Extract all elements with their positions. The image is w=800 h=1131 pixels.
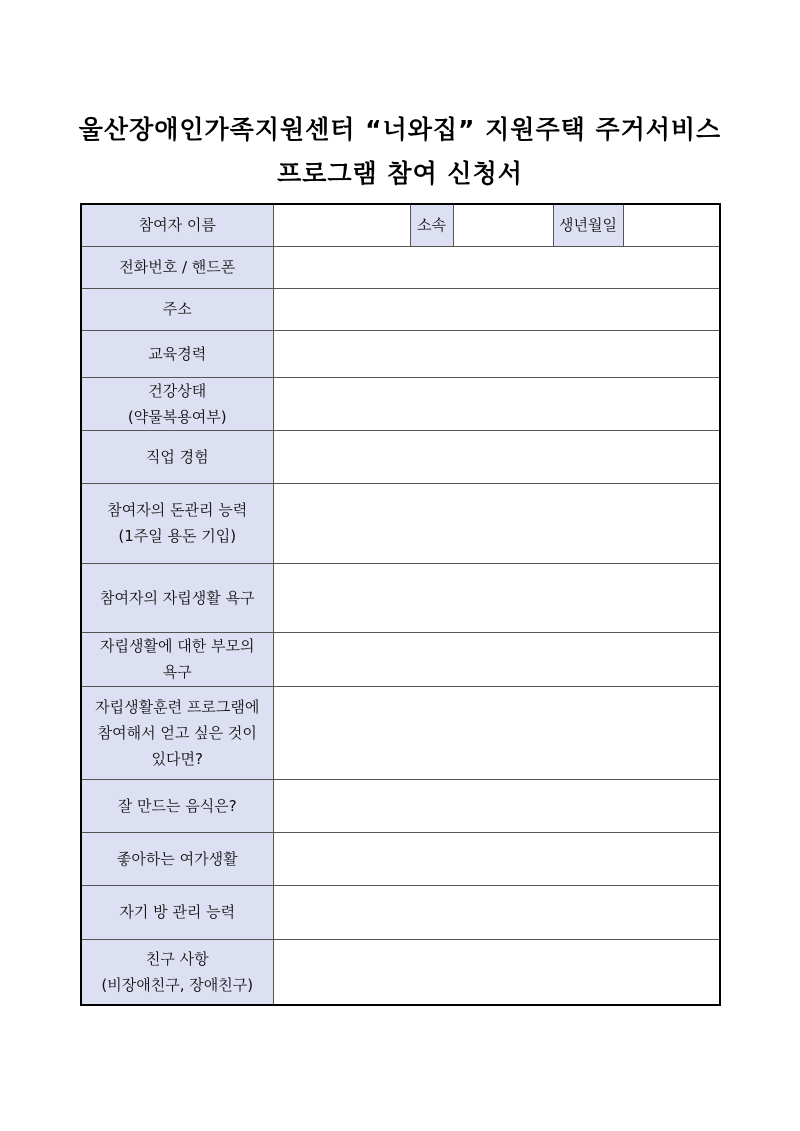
friends-label (81, 939, 273, 1005)
money-management-label (81, 483, 273, 563)
table-row (81, 288, 720, 330)
table-row (81, 483, 720, 563)
label-line: 참여자의 자립생활 욕구 (100, 588, 255, 607)
participant-name-label: 참여자 이름 (81, 204, 273, 246)
phone-label (81, 246, 273, 288)
table-row (81, 330, 720, 377)
parent-need-field[interactable] (273, 632, 720, 686)
program-expectation-label (81, 686, 273, 779)
education-label (81, 330, 273, 377)
cooking-label (81, 779, 273, 832)
work-experience-field[interactable] (273, 430, 720, 483)
program-expectation-field[interactable] (273, 686, 720, 779)
health-status-label (81, 377, 273, 430)
label-line: (1주일 용돈 기입) (118, 527, 237, 545)
cooking-field[interactable] (273, 779, 720, 832)
table-row (81, 377, 720, 430)
birthdate-label: 생년월일 (553, 204, 623, 246)
education-field[interactable] (273, 330, 720, 377)
address-field[interactable] (273, 288, 720, 330)
label-line: 욕구 (162, 663, 192, 681)
table-row (81, 686, 720, 779)
parent-need-label (81, 632, 273, 686)
form-title-line1: 울산장애인가족지원센터 “너와집” 지원주택 주거서비스 (78, 115, 722, 144)
birthdate-field[interactable] (623, 204, 720, 246)
label-line: 전화번호 / 핸드폰 (119, 258, 236, 276)
label-line: 자기 방 관리 능력 (119, 903, 236, 921)
label-line: (약물복용여부) (127, 407, 227, 426)
table-row (81, 563, 720, 632)
room-management-label (81, 885, 273, 939)
work-experience-label (81, 430, 273, 483)
table-row (81, 632, 720, 686)
friends-field[interactable] (273, 939, 720, 1005)
independent-living-need-label (81, 563, 273, 632)
money-management-field[interactable] (273, 483, 720, 563)
table-row (81, 779, 720, 832)
leisure-field[interactable] (273, 832, 720, 885)
address-label (81, 288, 273, 330)
label-line: 좋아하는 여가생활 (116, 849, 238, 868)
label-line: (비장애친구, 장애친구) (101, 975, 254, 994)
label-line: 친구 사항 (145, 949, 209, 968)
label-line: 교육경력 (148, 344, 207, 363)
affiliation-field[interactable] (453, 204, 553, 246)
label-line: 건강상태 (148, 381, 207, 400)
health-status-field[interactable] (273, 377, 720, 430)
label-line: 잘 만드는 음식은? (117, 796, 237, 815)
table-row (81, 204, 720, 246)
label-line: 직업 경험 (145, 447, 209, 466)
table-row (81, 430, 720, 483)
label-line: 참여해서 얻고 싶은 것이 (97, 723, 257, 742)
affiliation-label: 소속 (410, 204, 453, 246)
form-title-line2: 프로그램 참여 신청서 (277, 159, 523, 188)
table-row (81, 246, 720, 288)
leisure-label (81, 832, 273, 885)
label-line: 주소 (162, 300, 192, 318)
table-row (81, 832, 720, 885)
phone-field[interactable] (273, 246, 720, 288)
application-form-table (80, 203, 721, 1006)
independent-living-need-field[interactable] (273, 563, 720, 632)
table-row (81, 939, 720, 1005)
label-line: 있다면? (151, 749, 203, 768)
room-management-field[interactable] (273, 885, 720, 939)
participant-name-field[interactable] (273, 204, 410, 246)
label-line: 자립생활에 대한 부모의 (100, 637, 255, 655)
label-line: 자립생활훈련 프로그램에 (95, 697, 260, 716)
table-row (81, 885, 720, 939)
label-line: 참여자의 돈관리 능력 (107, 501, 248, 519)
